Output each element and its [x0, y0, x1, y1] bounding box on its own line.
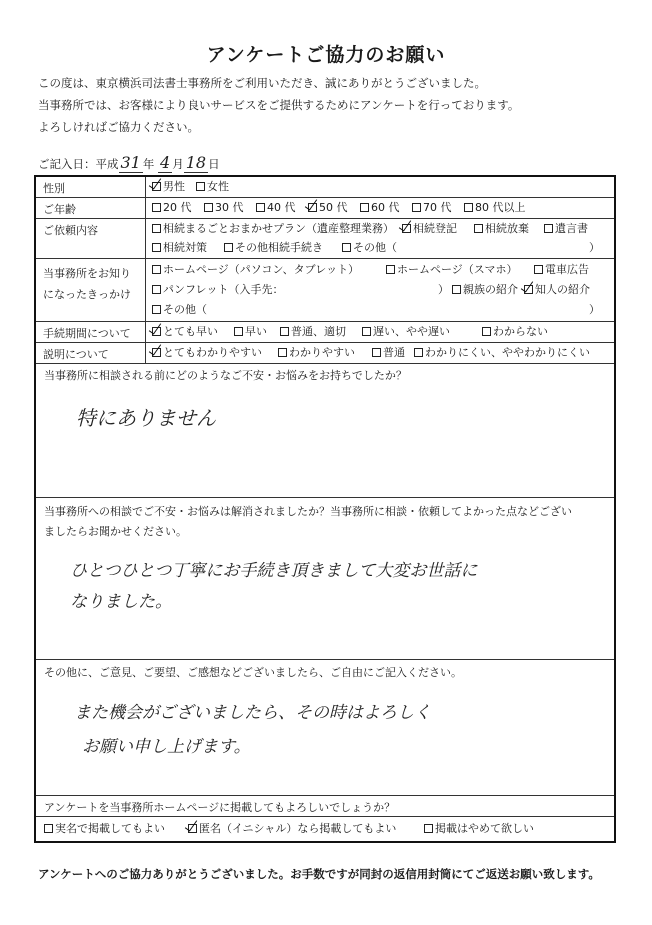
checkbox[interactable] [402, 224, 411, 233]
gender-row [36, 177, 614, 198]
option-female[interactable]: 女性 [196, 178, 229, 196]
option-normal[interactable]: 普通、適切 [280, 323, 346, 341]
date-year-unit: 年 [142, 157, 155, 171]
pamphlet-close: ） [438, 283, 449, 296]
date-month-value[interactable]: 4 [160, 153, 171, 172]
option-inheritance-registration[interactable]: 相続登記 [402, 220, 457, 238]
checkbox[interactable] [414, 348, 423, 357]
option-age-70[interactable]: 70 代 [412, 199, 452, 217]
explanation-label: 説明について [36, 343, 146, 363]
page-title: アンケートご協力のお願い [206, 44, 446, 66]
explanation-row [36, 343, 614, 364]
date-label: ご記入日：平成 [38, 157, 119, 171]
request-label: ご依頼内容 [36, 219, 146, 258]
checkbox[interactable] [308, 203, 317, 212]
footer-note: アンケートへのご協力ありがとうございました。お手数ですが同封の返信用封筒にてご返送お願い致します。 [38, 867, 600, 881]
option-male[interactable]: 男性 [152, 178, 185, 196]
option-age-60[interactable]: 60 代 [360, 199, 400, 217]
q4-question-row [36, 796, 614, 817]
checkbox[interactable] [188, 824, 197, 833]
q2-answer-line-1[interactable]: ひとつひとつ丁寧にお手続き頂きまして大変お世話に [70, 561, 478, 581]
age-label: ご年齢 [36, 198, 146, 218]
intro-line-1: この度は、東京横浜司法書士事務所をご利用いただき、誠にありがとうございました。 [38, 76, 487, 90]
q1-answer[interactable]: 特にありません [76, 406, 216, 430]
q2-question-line-2: ましたらお聞かせください。 [44, 525, 187, 538]
date-year-value[interactable]: 31 [120, 153, 141, 172]
source-label: 当事務所をお知り になったきっかけ [36, 259, 146, 321]
checkbox[interactable] [452, 285, 461, 294]
q2-question-line-1: 当事務所への相談でご不安・お悩みは解消されましたか？当事務所に相談・依頼してよかった点などござい [44, 505, 572, 518]
q1-section [36, 364, 614, 498]
checkbox[interactable] [152, 224, 161, 233]
option-slow[interactable]: 遅い、やや遅い [362, 323, 450, 341]
checkbox[interactable] [44, 824, 53, 833]
checkbox[interactable] [152, 348, 161, 357]
option-other-procedures[interactable]: その他相続手続き [224, 239, 323, 257]
checkbox[interactable] [360, 203, 369, 212]
checkbox[interactable] [234, 327, 243, 336]
age-row [36, 198, 614, 219]
option-explanation-normal[interactable]: 普通 [372, 344, 405, 362]
option-age-40[interactable]: 40 代 [256, 199, 296, 217]
option-will[interactable]: 遺言書 [544, 220, 588, 238]
date-day-unit: 日 [208, 157, 220, 171]
option-homepage-pc[interactable]: ホームページ（パソコン、タブレット） [152, 261, 359, 279]
option-real-name[interactable]: 実名で掲載してもよい [44, 820, 165, 838]
option-inheritance-renunciation[interactable]: 相続放棄 [474, 220, 529, 238]
checkbox[interactable] [482, 327, 491, 336]
option-train-ad[interactable]: 電車広告 [534, 261, 589, 279]
option-age-80[interactable]: 80 代以上 [464, 199, 526, 217]
date-day-value[interactable]: 18 [185, 153, 207, 172]
q3-question: その他に、ご意見、ご要望、ご感想などございましたら、ご自由にご記入ください。 [44, 666, 462, 679]
option-pamphlet[interactable]: パンフレット（入手先： [152, 281, 283, 299]
option-source-other[interactable]: その他（ [152, 301, 207, 319]
option-no-publish[interactable]: 掲載はやめて欲しい [424, 820, 534, 838]
intro-line-3: よろしければご協力ください。 [38, 120, 199, 134]
q3-answer-line-2[interactable]: お願い申し上げます。 [82, 737, 251, 757]
option-anonymous[interactable]: 匿名（イニシャル）なら掲載してもよい [188, 820, 396, 838]
close-paren: ） [589, 241, 600, 254]
option-request-other[interactable]: その他（ [342, 239, 397, 257]
checkbox[interactable] [278, 348, 287, 357]
option-very-fast[interactable]: とても早い [152, 323, 218, 341]
checkbox[interactable] [534, 265, 543, 274]
checkbox[interactable] [204, 203, 213, 212]
checkbox[interactable] [196, 182, 205, 191]
checkbox[interactable] [152, 327, 161, 336]
option-acquaintance-referral[interactable]: 知人の紹介 [524, 281, 590, 299]
option-age-30[interactable]: 30 代 [204, 199, 244, 217]
option-age-50[interactable]: 50 代 [308, 199, 348, 217]
checkbox[interactable] [544, 224, 553, 233]
period-label: 手続期間について [36, 322, 146, 342]
checkbox[interactable] [152, 243, 161, 252]
option-full-plan[interactable]: 相続まるごとおまかせプラン（遺産整理業務） [152, 220, 394, 238]
checkbox[interactable] [280, 327, 289, 336]
checkbox[interactable] [152, 305, 161, 314]
period-row [36, 322, 614, 343]
option-relative-referral[interactable]: 親族の紹介 [452, 281, 518, 299]
option-unknown[interactable]: わからない [482, 323, 548, 341]
survey-form [34, 175, 616, 843]
checkbox[interactable] [424, 824, 433, 833]
checkbox[interactable] [152, 203, 161, 212]
q4-options-row [36, 817, 614, 841]
entry-date [38, 153, 220, 172]
option-unclear[interactable]: わかりにくい、ややわかりにくい [414, 344, 590, 362]
request-row [36, 219, 614, 259]
option-clear[interactable]: わかりやすい [278, 344, 355, 362]
q4-question: アンケートを当事務所ホームページに掲載してもよろしいでしょうか？ [44, 801, 396, 814]
checkbox[interactable] [256, 203, 265, 212]
q2-section [36, 498, 614, 660]
q3-answer-line-1[interactable]: また機会がございましたら、その時はよろしく [74, 703, 431, 723]
option-very-clear[interactable]: とてもわかりやすい [152, 344, 262, 362]
option-homepage-phone[interactable]: ホームページ（スマホ） [386, 261, 518, 279]
checkbox[interactable] [362, 327, 371, 336]
q2-answer-line-2[interactable]: なりました。 [70, 592, 172, 612]
option-fast[interactable]: 早い [234, 323, 267, 341]
checkbox[interactable] [412, 203, 421, 212]
q1-question: 当事務所に相談される前にどのようなご不安・お悩みをお持ちでしたか？ [44, 369, 407, 382]
gender-label: 性別 [36, 177, 146, 197]
q3-section [36, 660, 614, 796]
source-row [36, 259, 614, 322]
checkbox[interactable] [342, 243, 351, 252]
checkbox[interactable] [372, 348, 381, 357]
option-inheritance-planning[interactable]: 相続対策 [152, 239, 207, 257]
date-month-unit: 月 [172, 157, 184, 171]
checkbox[interactable] [386, 265, 395, 274]
intro-line-2: 当事務所では、お客様により良いサービスをご提供するためにアンケートを行っております。 [38, 98, 520, 112]
checkbox[interactable] [474, 224, 483, 233]
checkbox[interactable] [464, 203, 473, 212]
close-paren: ） [589, 303, 600, 316]
checkbox[interactable] [524, 285, 533, 294]
checkbox[interactable] [152, 285, 161, 294]
checkbox[interactable] [152, 265, 161, 274]
checkbox[interactable] [152, 182, 161, 191]
checkbox[interactable] [224, 243, 233, 252]
option-age-20[interactable]: 20 代 [152, 199, 192, 217]
